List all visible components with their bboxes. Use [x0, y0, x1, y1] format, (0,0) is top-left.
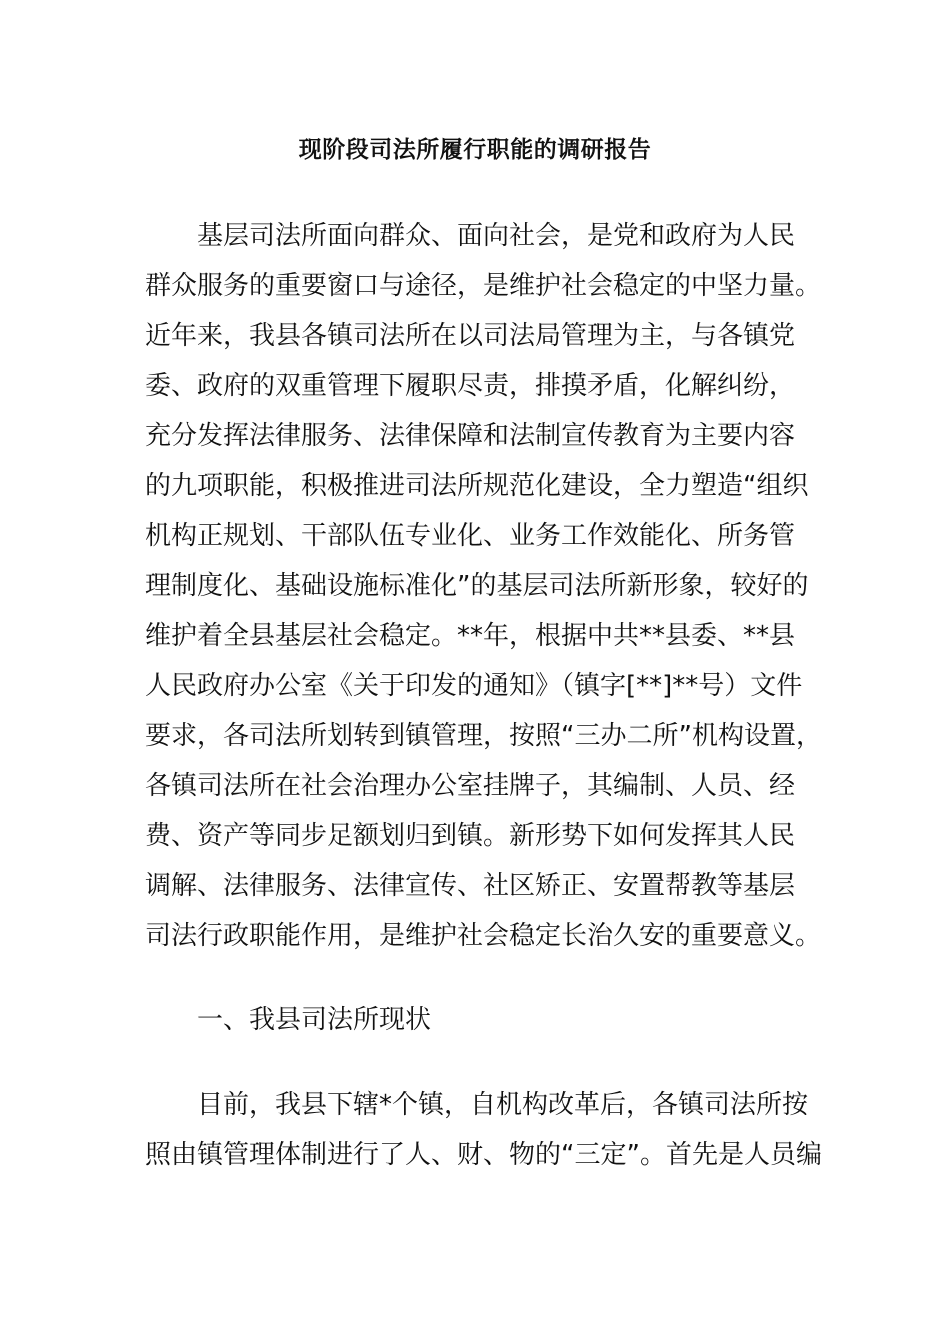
paragraph-line: 机构正规划、干部队伍专业化、业务工作效能化、所务管 — [145, 521, 796, 551]
paragraph-line: 近年来，我县各镇司法所在以司法局管理为主，与各镇党 — [145, 321, 796, 351]
paragraph-line: 人民政府办公室《关于印发的通知》（镇字[**]**号）文件 — [145, 671, 803, 701]
paragraph-line: 群众服务的重要窗口与途径，是维护社会稳定的中坚力量。 — [145, 271, 822, 301]
section-heading: 一、我县司法所现状 — [197, 1005, 432, 1035]
paragraph-line: 理制度化、基础设施标准化”的基层司法所新形象，较好的 — [145, 571, 809, 601]
paragraph-line: 调解、法律服务、法律宣传、社区矫正、安置帮教等基层 — [145, 871, 796, 901]
paragraph-line: 维护着全县基层社会稳定。**年，根据中共**县委、**县 — [145, 621, 796, 651]
paragraph-line: 要求，各司法所划转到镇管理，按照“三办二所”机构设置， — [145, 721, 822, 751]
paragraph-line: 各镇司法所在社会治理办公室挂牌子，其编制、人员、经 — [145, 771, 796, 801]
paragraph-line: 充分发挥法律服务、法律保障和法制宣传教育为主要内容 — [145, 421, 796, 451]
document-title: 现阶段司法所履行职能的调研报告 — [298, 137, 652, 163]
paragraph-line: 基层司法所面向群众、面向社会，是党和政府为人民 — [197, 221, 796, 251]
paragraph-line: 费、资产等同步足额划归到镇。新形势下如何发挥其人民 — [145, 821, 796, 851]
paragraph-line: 委、政府的双重管理下履职尽责，排摸矛盾，化解纠纷， — [145, 371, 796, 401]
paragraph-line: 照由镇管理体制进行了人、财、物的“三定”。首先是人员编 — [145, 1140, 822, 1170]
paragraph-line: 司法行政职能作用，是维护社会稳定长治久安的重要意义。 — [145, 921, 822, 951]
paragraph-line: 目前，我县下辖*个镇，自机构改革后，各镇司法所按 — [197, 1090, 809, 1120]
paragraph-line: 的九项职能，积极推进司法所规范化建设，全力塑造“组织 — [145, 471, 809, 501]
